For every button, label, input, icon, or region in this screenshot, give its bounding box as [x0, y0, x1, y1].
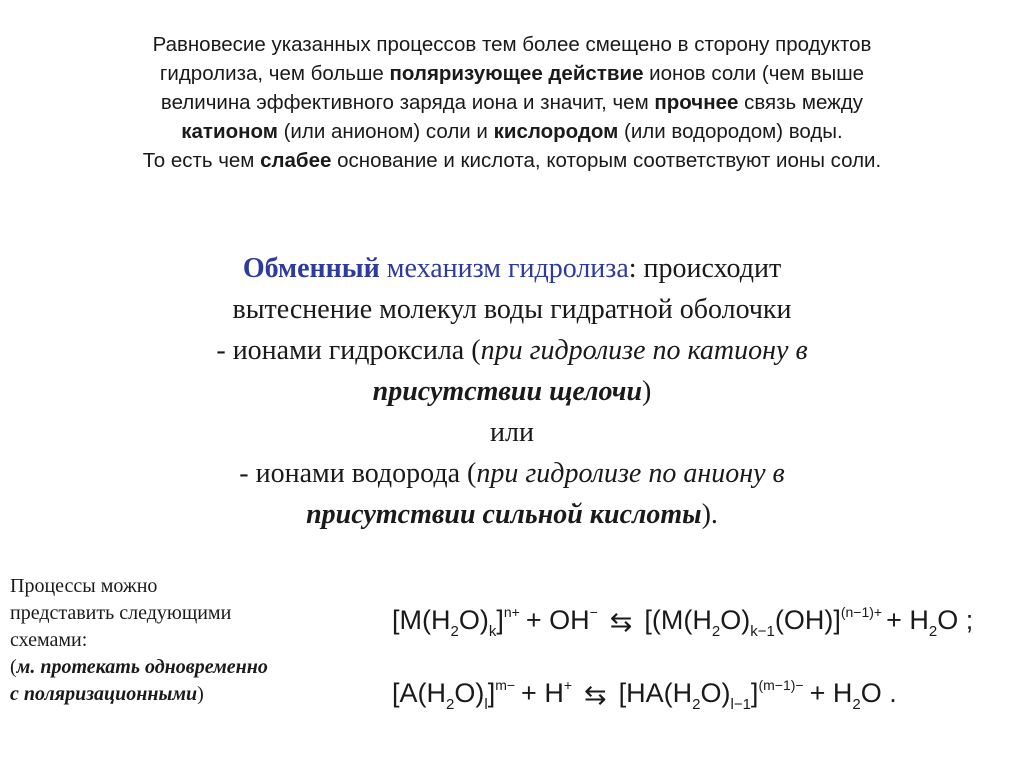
equation-anion-hydrolysis: [392, 670, 1022, 720]
mechanism-line-3: - ионами гидроксила (при гидролизе по катиону в: [216, 335, 808, 366]
intro-line-3: величина эффективного заряда иона и значит, чем прочнее связь между: [160, 91, 864, 114]
mechanism-line-1: Обменный механизм гидролиза: происходит: [242, 253, 782, 284]
mechanism-line-7: присутствии сильной кислоты).: [306, 499, 718, 530]
svg-text:[A(H2O)l]m−+ H+⇆[HA(H2O)l−1](m: $[A(H_2O)_l]^{m-} + H^+$ ⇆ $[HA(H_2O)_{l-1}]^{(m-1)-} + H_2O$ .: [392, 677, 897, 713]
intro-line-4: катионом (или анионом) соли и кислородом (или водородом) воды.: [181, 120, 843, 143]
mechanism-line-6: - ионами водорода (при гидролизе по аниону в: [239, 458, 785, 489]
svg-text:[M(H2O)k]n++ OH−⇆[(M(H2O)k−1(O: $[M(H_2O)_k]^{n+} + OH^-$ ⇆ [$(M(H_2O)_{k-1}(OH)]^{(n-1)+} + H_2O$ ;: [392, 604, 974, 640]
intro-line-5: То есть чем слабее основание и кислота, которым соответствуют ионы соли.: [142, 149, 882, 172]
intro-line-2: гидролиза, чем больше поляризующее действие ионов соли (чем выше: [159, 62, 865, 85]
intro-line-1: Равновесие указанных процессов тем более смещено в сторону продуктов: [152, 33, 872, 56]
mechanism-paragraph: [150, 248, 874, 535]
mechanism-line-2: вытеснение молекул воды гидратной оболочки: [232, 294, 792, 325]
equation-cation-hydrolysis: [392, 597, 1022, 647]
schemes-caption: Процессы можно представить следующими схемами: (м. протекать одновременно с поляризационными): [10, 575, 268, 705]
mechanism-line-5: или: [490, 417, 534, 448]
equation-2-svg: [392, 670, 1022, 720]
intro-paragraph: [40, 30, 984, 175]
mechanism-line-4: присутствии щелочи): [372, 376, 652, 407]
equation-1-svg: [392, 597, 1022, 647]
